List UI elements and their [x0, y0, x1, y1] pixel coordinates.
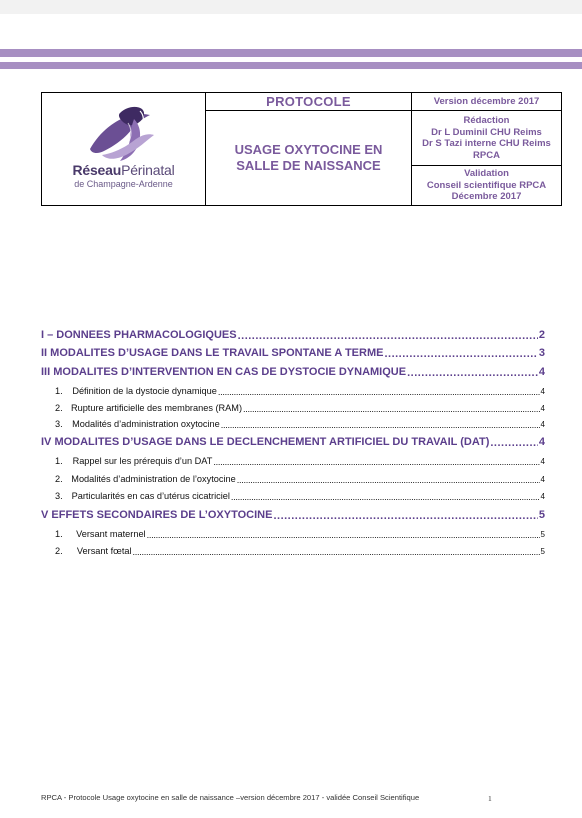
header-band-bottom	[0, 62, 582, 69]
hands-logo-icon	[80, 105, 166, 165]
network-name: RéseauPérinatal	[72, 162, 175, 178]
toc-entry[interactable]: II MODALITES D’USAGE DANS LE TRAVAIL SPONTANE A TERME ..... 3	[41, 347, 545, 359]
toc-subentry[interactable]: 3. Particularités en cas d’utérus cicatriciel ..... 4	[41, 491, 545, 501]
version-label: Version décembre 2017	[412, 93, 562, 111]
toc-entry[interactable]: III MODALITES D’INTERVENTION EN CAS DE DYSTOCIE DYNAMIQUE ..... 4	[41, 366, 545, 378]
top-strip	[0, 0, 582, 14]
validation-block: Validation Conseil scientifique RPCA Décembre 2017	[412, 166, 562, 206]
protocol-header-table	[41, 92, 562, 206]
toc-subentry[interactable]: 2. Versant fœtal ..... 5	[41, 546, 545, 556]
toc-entry[interactable]: IV MODALITES D’USAGE DANS LE DECLENCHEMENT ARTIFICIEL DU TRAVAIL (DAT) ..... 4	[41, 436, 545, 448]
toc-subentry[interactable]: 1. Versant maternel ..... 5	[41, 529, 545, 539]
toc-subentry[interactable]: 2. Rupture artificielle des membranes (RAM) ..... 4	[41, 403, 545, 413]
toc-subentry[interactable]: 1. Rappel sur les prérequis d’un DAT ..... 4	[41, 456, 545, 466]
header-band-top	[0, 49, 582, 57]
document-type: PROTOCOLE	[206, 93, 412, 111]
toc-subentry[interactable]: 2. Modalités d’administration de l’oxytocine ..... 4	[41, 474, 545, 484]
redaction-block: Rédaction Dr L Duminil CHU Reims Dr S Tazi interne CHU Reims RPCA	[412, 111, 562, 166]
toc-entry[interactable]: I – DONNEES PHARMACOLOGIQUES ..... 2	[41, 329, 545, 341]
network-region: de Champagne-Ardenne	[74, 179, 173, 189]
page-number: 1	[488, 794, 492, 803]
toc-subentry[interactable]: 1. Définition de la dystocie dynamique ..... 4	[41, 386, 545, 396]
toc-entry[interactable]: V EFFETS SECONDAIRES DE L’OXYTOCINE ..... 5	[41, 509, 545, 521]
toc-subentry[interactable]: 3. Modalités d’administration oxytocine ..... 4	[41, 419, 545, 429]
logo-cell	[42, 93, 206, 206]
document-title: USAGE OXYTOCINE EN SALLE DE NAISSANCE	[206, 111, 412, 206]
page-footer: RPCA - Protocole Usage oxytocine en salle de naissance –version décembre 2017 - validée Conseil Scientifique	[41, 793, 420, 802]
